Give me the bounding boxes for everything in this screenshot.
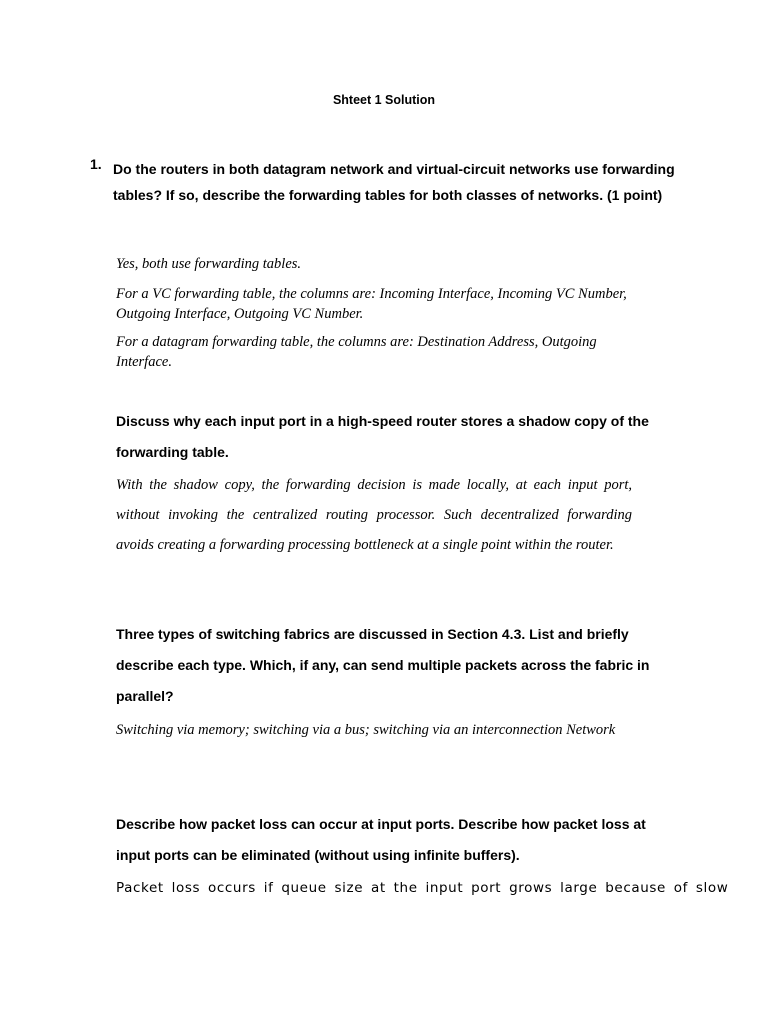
question-4-answer: Packet loss occurs if queue size at the input port grows large because of slow xyxy=(116,880,729,896)
question-1-answer-1: Yes, both use forwarding tables. xyxy=(116,256,302,272)
question-4-text: Describe how packet loss can occur at input ports. Describe how packet loss at input ports can be eliminated (without using infinite buffers). xyxy=(116,816,646,863)
page-title: Shteet 1 Solution xyxy=(332,93,436,107)
question-1-answer-2: For a VC forwarding table, the columns are: Incoming Interface, Incoming VC Number, Outgoing Interface, Outgoing VC Number. xyxy=(116,286,627,322)
question-2-text: Discuss why each input port in a high-speed router stores a shadow copy of the forwarding table. xyxy=(116,413,649,460)
question-1-text: Do the routers in both datagram network and virtual-circuit networks use forwarding tables? If so, describe the forwarding tables for both classes of networks. (1 point) xyxy=(113,161,675,203)
question-1-answer-3: For a datagram forwarding table, the columns are: Destination Address, Outgoing Interface. xyxy=(116,334,597,370)
question-2-answer: With the shadow copy, the forwarding decision is made locally, at each input port, without invoking the centralized routing processor. Such decentralized forwarding avoids creating a forwarding processing bottleneck at a single point within the router. xyxy=(116,477,632,553)
question-3-answer: Switching via memory; switching via a bus; switching via an interconnection Network xyxy=(116,722,616,738)
question-1-number: 1. xyxy=(90,156,102,172)
question-3-text: Three types of switching fabrics are discussed in Section 4.3. List and briefly describe each type. Which, if any, can send multiple packets across the fabric in parallel? xyxy=(116,626,650,704)
